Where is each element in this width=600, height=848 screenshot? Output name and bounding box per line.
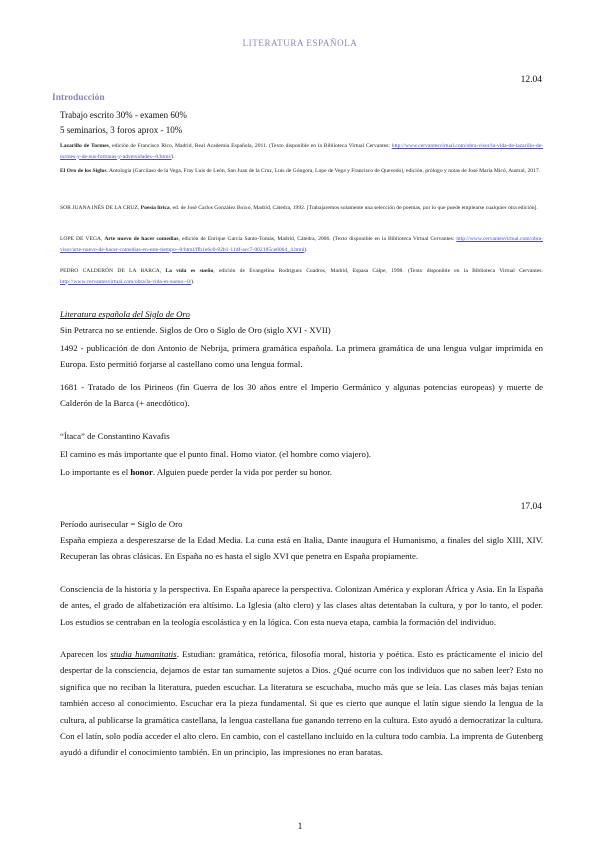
reference-link[interactable]: http://www.cervantesvirtual.com/obra-visor/arte-nuevo-de-hacer-comedias-en-este-tiempo--0/html/ffb1e6c0-82b1-11df-acc7-002185ce6064_4.html: [60, 236, 543, 253]
reference-text: . Antología (Garcilaso de la Vega, Fray Luis de León, San Juan de la Cruz, Luis de Góngora, Lope de Vega y Francisco de Quevedo), edición, prólogo y notas de José María Micó, Austral, 2017.: [106, 168, 541, 174]
studia-humanitatis-term: studia humanitatis: [110, 649, 177, 659]
section1-line-1: Sin Petrarca no se entiende. Siglos de Oro o Siglo de Oro (siglo XVI - XVII): [60, 325, 331, 335]
section-heading-siglo-de-oro: Literatura española del Siglo de Oro: [60, 309, 190, 319]
reference-title: El Oro de los Siglos: [60, 168, 107, 174]
reference-text: , edición de Francisco Rico, Madrid, Real Academia Española, 2011. (Texto disponible en la Biblioteca Virtual Cervantes:: [108, 143, 392, 149]
reference-author: LOPE DE VEGA,: [60, 236, 105, 242]
reference-title: La vida es sueño: [165, 268, 214, 274]
reference-title: Arte nuevo de hacer comedias: [104, 236, 179, 242]
reference-tail: ).: [304, 246, 308, 253]
reference-tail: ).: [191, 278, 195, 285]
reference-title: Lazarillo de Tormes: [60, 143, 109, 149]
reference-title: Poesía lírica: [140, 205, 170, 211]
itaca-line-2: [60, 464, 543, 480]
itaca-text: . Alguien puede perder la vida por perder su honor.: [152, 467, 332, 477]
reference-lope: [60, 234, 543, 255]
itaca-title: “Ítaca” de Constantino Kavafis: [60, 431, 170, 441]
intro-line-1: Trabajo escrito 30% - examen 60%: [60, 110, 187, 120]
reference-tail: ).: [171, 153, 175, 160]
intro-line-2: 5 seminarios, 3 foros aprox - 10%: [60, 125, 183, 135]
paragraph-1492: 1492 - publicación de don Antonio de Nebrija, primera gramática española. La primera gramática de una lengua vulgar imprimida en Europa. Esto permitió forjarse al castellano como una lengua formal.: [60, 343, 543, 370]
paragraph-studia-humanitatis: [60, 646, 543, 761]
date-12-04: 12.04: [520, 75, 542, 85]
reference-sor-juana: [60, 203, 543, 214]
paragraph-text: Aparecen los: [60, 649, 111, 659]
paragraph-1681: 1681 - Tratado de los Pirineos (fin Guerra de los 30 años entre el Imperio Germánico y algunas potencias europeas) y muerte de Calderón de la Barca (+ anecdótico).: [60, 382, 543, 409]
section-heading-aurisecular: Período aurisecular = Siglo de Oro: [60, 519, 183, 529]
reference-calderon: [60, 266, 543, 287]
reference-link[interactable]: http://www.cervantesvirtual.com/obra/la-vida-es-sueno--0/: [60, 278, 192, 285]
reference-oro-siglos: [60, 166, 543, 177]
paragraph-text: . Estudian: gramática, retórica, filosofía moral, historia y poética. Esto es prácticamente el inicio del despertar de la consciencia, dejamos de estar tan sumamente sujetos a Dios. ¿Qué ocurre con los individuos que no saben leer? Esto no significa que no reciban la literatura, pueden escuchar. La literatura se escuchaba, mucho más que se leía. Las clases más bajas tenían también acceso al conocimiento. Escuchar era la pieza fundamental. Si que es cierto que aunque el latín sigue siendo la lengua de la cultura, al publicarse la gramática castellana, la lengua castellana fue ganando terreno en la cultura. Esto ayudó a democratizar la cultura. Con el latín, solo podía acceder el alto clero. En cambio, con el castellano incluido en la cultura todo cambia. La imprenta de Gutenberg ayudó a difundir el conocimiento también. En un principio, las impresiones no eran baratas.: [60, 649, 543, 758]
itaca-honor: honor: [130, 467, 153, 477]
reference-link[interactable]: http://www.cervantesvirtual.com/obra-visor/la-vida-de-lazarillo-de-tormes-y-de-sus-fortunas-y-adversidades--0/html/: [60, 143, 543, 160]
page-header: LITERATURA ESPAÑOLA: [242, 38, 358, 48]
reference-text: , edición de Evangelina Rodríguez Cuadros, Madrid, Espasa Calpe, 1998. (Texto disponible en la Biblioteca Virtual Cervantes:: [213, 268, 543, 274]
reference-text: , ed. de José Carlos González Boixo, Madrid, Cátedra, 1992. [Trabajaremos solamente una selección de poemas, por lo que puede emplearse cualquier otra edición].: [169, 205, 538, 211]
paragraph-consciencia: Consciencia de la historia y la perspectiva. En España aparece la perspectiva. Colonizan América y exploran África y Asia. En la España de antes, el grado de alfabetización era altísimo. La Iglesia (alto clero) y las clases altas detentaban la cultura, y por lo tanto, el poder. Los estudios se centraban en la teología escolástica y en la lógica. Con esta nueva etapa, cambia la formación del individuo.: [60, 584, 543, 627]
page-number: 1: [297, 822, 303, 832]
reference-author: SOR JUANA INÉS DE LA CRUZ,: [60, 205, 141, 211]
paragraph-edad-media: España empieza a despereszarse de la Edad Media. La cuna está en Italia, Dante inaugura el Humanismo, a finales del siglo XIII, XIV. Recuperan las obras clásicas. En España no es hasta el siglo XVI que penetra en España propiamente.: [60, 535, 543, 562]
itaca-line-1: El camino es más importante que el punto final. Homo viator. (el hombre como viajero).: [60, 449, 371, 459]
intro-heading: Introducción: [52, 93, 105, 103]
itaca-text: Lo importante es el: [60, 467, 131, 477]
date-17-04: 17.04: [520, 502, 542, 512]
reference-author: PEDRO CALDERÓN DE LA BARCA,: [60, 268, 166, 274]
reference-lazarillo: [60, 141, 543, 162]
reference-text: , edición de Enrique García Santo-Tomás, Madrid, Cátedra, 2006. (Texto disponible en la Biblioteca Virtual Cervantes:: [178, 236, 457, 242]
